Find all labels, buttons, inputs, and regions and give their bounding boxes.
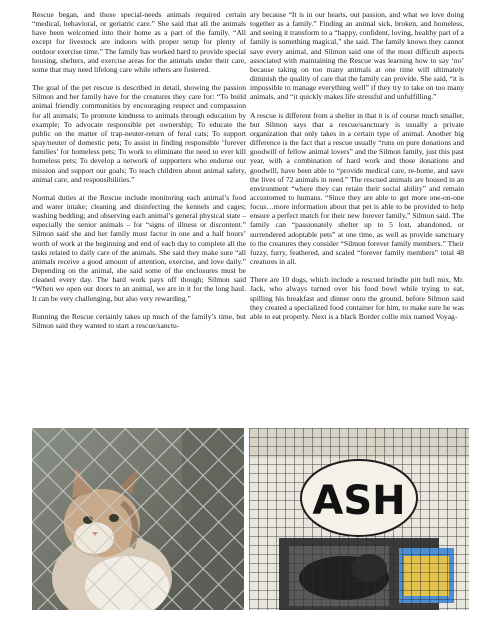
sign-text: ASH [312,478,406,524]
paragraph: ary because “It is in our hearts, out passion, and what we love doing together as a family.” Finding an animal sick, broken, and homeless, and seeing it transform to a “happy, confident, loving, healthy part of a family is something magical,” she said. The family knows they cannot save every animal, and Silmon said one of the most difficult aspects associated with maintaining the Rescue was learning how to say ‘no’ because taking on too many animals at one time will ultimately diminish the quality of care that the family can provide. She said, “it is impossible to manage everything well” if they try to take on too many animals, and “it quickly makes life stressful and unfulfilling.” [250,10,464,102]
left-text-column [32,10,246,339]
paragraph: Rescue began, and those special-needs animals required certain “medical, behavioral, or geriatric care.” She said that all the animals have been welcomed into their home as a part of the family. “All except for livestock are indoors with proper setup for plenty of outdoor exercise time.” The family has worked hard to provide special housing, shelters, and exercise areas for the animals under their care, some that may need lifelong care while others are fostered. [32,10,246,74]
right-text-column [250,10,464,330]
dog-crate-photo [249,428,469,610]
paragraph: There are 10 dogs, which include a rescued brindle pitt bull mix, Mr. Jack, who always turned over his food bowl while trying to eat, spilling his breakfast and dinner onto the ground, before Silmon said they created a specialized food container for him, to make sure he was able to eat properly. Next is a black Border collie mix named Voyag- [250,275,464,321]
dog-in-crate-image [249,428,469,610]
paragraph: The goal of the pet rescue is described in detail, showing the passion Silmon and her family have for the creatures they care for: “To build animal friendly communities by encouraging respect and compassion for all animals; To promote kindness to animals through education by example; To advocate responsible pet ownership; To educate the public on the matter of trap-neuter-return of feral cats; To support spay/neuter of domestic pets; To assist in finding responsible ‘forever families’ for homeless pets; To work to eliminate the need to ever kill homeless pets; To develop a network of supporters who endorse our mission and support our goals; To teach children about animal safety, animal care, and responsibilities.” [32,83,246,184]
paragraph: Normal duties at the Rescue include monitoring each animal’s food and water intake; cleaning and disinfecting the kennels and cages; washing bedding; and observing each animal’s general physical state – especially the senior animals – for “signs of illness or discontent.” Silmon said she and her family must factor in one and a half hours’ worth of work at the beginning and end of each day to complete all the tasks related to daily care of the animals. She said they make sure “all animals receive a good amount of attention, exercise, and love daily.” Depending on the animal, she said some of the enclosures must be cleaned every day. The hard work pays off though; Silmon said “When we open our doors to an animal, we are in it for the long haul. It can be very challenging, but also very rewarding.” [32,192,246,303]
paragraph: Running the Rescue certainly takes up much of the family’s time, but Silmon said they wanted to start a rescue/sanctu- [32,311,246,330]
paragraph: A rescue is different from a shelter in that it is of course much smaller, but Silmon says that a rescue/sanctuary is usually a private organization that only takes in a certain type of animal. Another big difference is the fact that a rescue usually “runs on pure donations and goodwill of fellow animal lovers” and the Silmon family, just this past year, with a combination of hard work and those donations and goodwill, have been able to “provide medical care, re-home, and save the lives of 72 animals in need.” The rescued animals are housed in an environment “where they can retain their social ability” and remain accustomed to humans. “Since they are able to get more one-on-one focus…more information about that pet is able to be provided to help ensure a perfect match for their new forever family,” Silmon said. The family can “passionately shelter up to 5 lost, abandoned, or surrendered adoptable pets” at one time, as well as provide sanctuary to the creatures they consider “Silmon forever family members.” Their fuzzy, furry, feathered, and scaled “forever family members” total 48 creatures in all. [250,110,464,267]
cat-behind-fence-image [32,428,244,610]
cat-photo [32,428,244,610]
